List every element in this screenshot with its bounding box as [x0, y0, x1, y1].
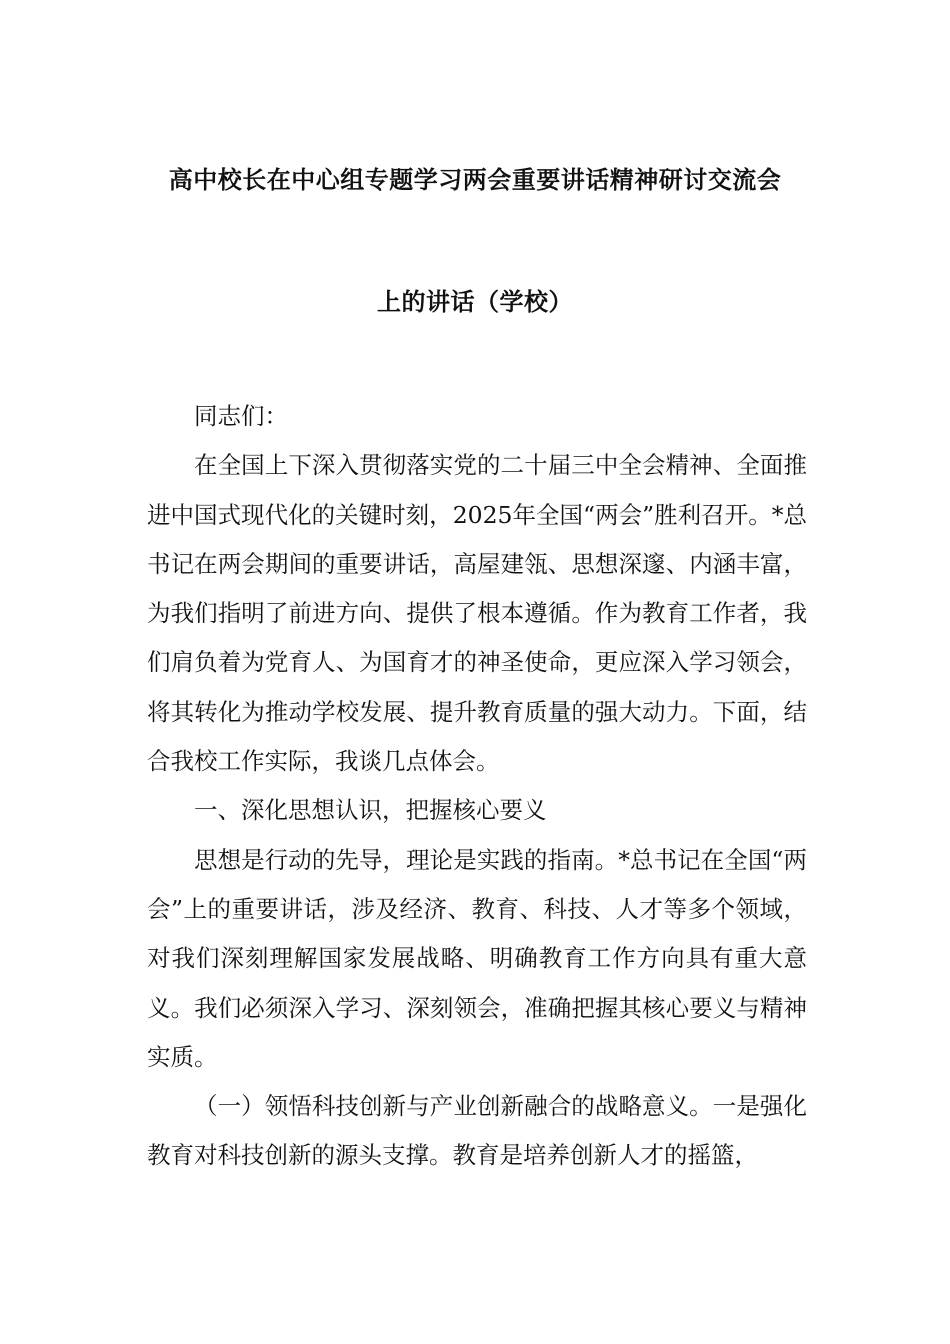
- paragraph-subsection-1: （一）领悟科技创新与产业创新融合的战略意义。一是强化教育对科技创新的源头支撑。教育是培养创新人才的摇篮，: [147, 1092, 807, 1170]
- document-body: [147, 392, 807, 1181]
- section-heading-1: 一、深化思想认识，把握核心要义: [194, 796, 547, 825]
- paragraph-intro: 在全国上下深入贯彻落实党的二十届三中全会精神、全面推进中国式现代化的关键时刻，2025年全国“两会”胜利召开。*总书记在两会期间的重要讲话，高屋建瓴、思想深邃、内涵丰富，为我们指明了前进方向、提供了根本遵循。作为教育工作者，我们肩负着为党育人、为国育才的神圣使命，更应深入学习领会，将其转化为推动学校发展、提升教育质量的强大动力。下面，结合我校工作实际，我谈几点体会。: [147, 451, 807, 776]
- salutation: 同志们：: [194, 402, 288, 430]
- document-title-line-2: 上的讲话（学校）: [377, 288, 573, 316]
- paragraph-section-1: 思想是行动的先导，理论是实践的指南。*总书记在全国“两会”上的重要讲话，涉及经济、教育、科技、人才等多个领域，对我们深刻理解国家发展战略、明确教育工作方向具有重大意义。我们必须深入学习、深刻领会，准确把握其核心要义与精神实质。: [147, 845, 807, 1071]
- document-title-line-1: 高中校长在中心组专题学习两会重要讲话精神研讨交流会: [168, 166, 782, 194]
